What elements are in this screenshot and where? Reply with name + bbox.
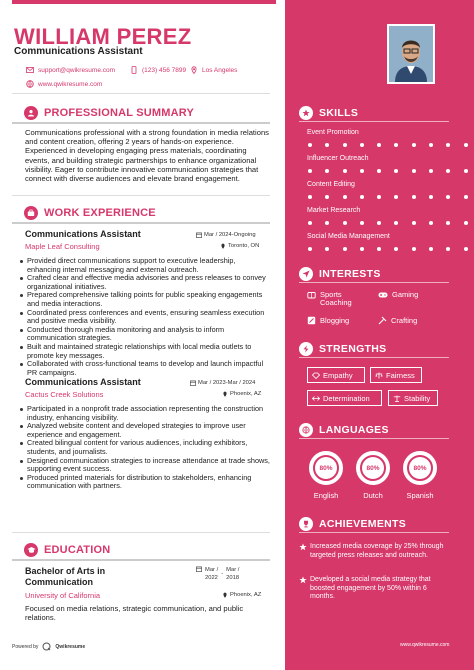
skill-dot [429,169,433,173]
achievements-heading: ACHIEVEMENTS [299,517,406,531]
calendar-icon [190,380,196,386]
send-icon [299,267,313,281]
avatar [389,26,433,82]
user-icon [24,106,38,120]
skill-dot [412,169,416,173]
skill-dot [360,143,364,147]
website-text: www.qwikresume.com [38,80,103,88]
job-2-bullets [19,405,271,491]
interests-heading: INTERESTS [299,267,381,281]
globe-icon [299,423,313,437]
skill-dot [412,247,416,251]
skill-label: Market Research [307,207,361,214]
skill-dot [377,221,381,225]
skill-rating-dots [308,247,468,251]
skill-dot [308,247,312,251]
trophy-icon [299,517,313,531]
language-name: Spanish [406,491,434,500]
interest-sports: Sports Coaching [307,291,367,307]
skill-dot [412,221,416,225]
skills-heading: SKILLS [299,106,358,120]
skill-dot [394,169,398,173]
pin-icon [222,391,228,397]
skill-dot [446,169,450,173]
skill-label: Influencer Outreach [307,155,369,162]
language-gauge: 80% [356,451,390,485]
skill-dot [308,195,312,199]
strength-tag: Stability [388,390,438,406]
achievements-underline [299,532,449,533]
skills-underline [299,121,449,122]
list-item: Designed communication strategies to increase attendance at trade shows, supporting event success. [19,457,271,474]
strength-tag: Determination [307,390,382,406]
interest-blogging: Blogging [307,316,349,325]
location-icon [190,66,198,74]
skill-dot [394,143,398,147]
achievement-bullet-icon [299,576,307,584]
sidebar [285,0,474,670]
scale-icon [375,372,383,379]
skill-dot [308,221,312,225]
email-contact[interactable] [26,66,115,74]
location-contact [190,66,237,74]
skill-label: Content Editing [307,181,355,188]
sports-icon [307,291,316,300]
skill-dot [343,221,347,225]
list-item: Conducted thorough media monitoring and analysis to inform communication strategies. [19,326,271,343]
balance-icon [393,395,401,402]
list-item: Participated in a nonprofit trade association representing the construction industry, enhancing visibility. [19,405,271,422]
skill-dot [446,247,450,251]
education-dates: Mar / 2022 - Mar / 2018 [196,566,239,582]
skill-dot [412,143,416,147]
skill-dot [446,195,450,199]
arrows-icon [312,395,320,402]
skill-dot [325,169,329,173]
handshake-icon [312,372,320,379]
website-contact[interactable] [26,80,102,88]
list-item: Crafted clear and effective media advisories and press releases to convey organizational initiatives. [19,274,271,291]
achievement-item: Increased media coverage by 25% through targeted press releases and outreach. [310,543,444,559]
skill-dot [377,143,381,147]
language-name: Dutch [363,491,383,500]
strength-tag: Fairness [370,367,422,383]
list-item: Collaborated with cross-functional teams to develop and launch impactful PR campaigns. [19,360,271,377]
skill-dot [377,195,381,199]
craft-icon [378,316,387,325]
achievement-item: Developed a social media strategy that boosted engagement by 50% within 6 months. [310,576,431,601]
skill-label: Event Promotion [307,129,359,136]
pin-icon [222,592,228,598]
languages-heading: LANGUAGES [299,423,389,437]
education-location: Phoenix, AZ [222,592,261,598]
briefcase-icon [24,206,38,220]
job-2-location: Phoenix, AZ [222,391,261,397]
phone-text: (123) 456 7899 [142,66,187,74]
education-underline [12,559,270,561]
skill-dot [464,247,468,251]
phone-contact[interactable] [130,66,186,74]
skill-dot [429,195,433,199]
list-item: Prepared comprehensive talking points for public speaking engagements and media interactions. [19,291,271,308]
list-item: Coordinated press conferences and events, ensuring seamless execution and positive media visibility. [19,309,271,326]
email-icon [26,66,34,74]
skill-dot [412,195,416,199]
job-1-bullets [19,257,271,377]
skill-rating-dots [308,195,468,199]
skill-dot [343,247,347,251]
footer-powered: Powered by Qwikresume [12,643,86,650]
bolt-icon [299,342,313,356]
skill-dot [325,247,329,251]
candidate-name: WILLIAM PEREZ [14,24,192,49]
job-1-dates: Mar / 2024-Ongoing [196,232,256,238]
qwikresume-logo-icon [42,642,51,651]
skill-dot [464,169,468,173]
experience-heading: WORK EXPERIENCE [24,206,156,220]
experience-divider [12,532,270,533]
language-name: English [313,491,339,500]
skill-label: Social Media Management [307,233,390,240]
skill-dot [343,169,347,173]
skill-dot [429,143,433,147]
skill-dot [394,195,398,199]
job-2-title: Communications Assistant [25,377,141,387]
skill-dot [446,143,450,147]
list-item: Analyzed website content and developed strategies to improve user experience and engagement. [19,422,271,439]
candidate-title: Communications Assistant [14,46,143,57]
experience-underline [12,222,270,224]
skill-dot [429,221,433,225]
calendar-icon [196,232,202,238]
skill-dot [360,247,364,251]
skill-dot [308,143,312,147]
skill-dot [360,195,364,199]
job-1-location: Toronto, ON [220,243,259,249]
header-divider [12,93,270,94]
interest-gaming: Gaming [378,291,418,299]
email-text: support@qwikresume.com [38,66,116,74]
list-item: Provided direct communications support to executive leadership, enhancing internal messaging and external outreach. [19,257,271,274]
job-1-company: Maple Leaf Consulting [25,242,100,251]
skill-dot [446,221,450,225]
skill-dot [343,143,347,147]
education-text: Focused on media relations, strategic communication, and public relations. [25,604,244,623]
location-text: Los Angeles [202,66,238,74]
school-name: University of California [25,591,101,600]
language-gauge: 80% [309,451,343,485]
calendar-icon [196,566,202,572]
skill-dot [394,247,398,251]
skill-rating-dots [308,221,468,225]
skill-dot [325,143,329,147]
strengths-underline [299,357,449,358]
gamepad-icon [378,291,388,299]
skill-dot [325,221,329,225]
list-item: Produced printed materials for distribution to stakeholders, enhancing communication with partners. [19,474,271,491]
skill-dot [394,221,398,225]
pin-icon [220,243,226,249]
skill-dot [377,247,381,251]
job-2-company: Cactus Creek Solutions [25,390,104,399]
strengths-heading: STRENGTHS [299,342,386,356]
summary-underline [12,122,270,124]
summary-heading: PROFESSIONAL SUMMARY [24,106,194,120]
list-item: Created bilingual content for various audiences, including exhibitors, students, and journalists. [19,439,271,456]
skill-dot [377,169,381,173]
skill-rating-dots [308,169,468,173]
skill-dot [429,247,433,251]
skill-dot [464,221,468,225]
profile-photo [387,24,435,84]
skill-dot [360,169,364,173]
languages-underline [299,438,449,439]
education-heading: EDUCATION [24,543,110,557]
strength-tag: Empathy [307,367,365,383]
skill-dot [464,143,468,147]
top-accent-stripe [12,0,276,4]
summary-divider [12,195,270,196]
skill-rating-dots [308,143,468,147]
star-icon [299,106,313,120]
interests-underline [299,282,449,283]
skill-dot [325,195,329,199]
footer-url[interactable]: www.qwikresume.com [400,642,450,648]
language-gauge: 80% [403,451,437,485]
job-1-title: Communications Assistant [25,229,141,239]
graduation-icon [24,543,38,557]
interest-crafting: Crafting [378,316,417,325]
skill-dot [464,195,468,199]
skill-dot [360,221,364,225]
blog-icon [307,316,316,325]
web-icon [26,80,34,88]
skill-dot [308,169,312,173]
summary-text: Communications professional with a strong foundation in media relations and content creation, offering 2 years of hands-on experience. Experienced in developing engaging press materials, coordinating events, and building strategic partnerships to enhance organizational visibility. Eager to contribute innovative communication strategies that connect with diverse audiences and elevate brand engagement. [25,128,269,184]
job-2-dates: Mar / 2023-Mar / 2024 [190,380,255,386]
list-item: Built and maintained strategic relationships with local media outlets to promote key messages. [19,343,271,360]
skill-dot [343,195,347,199]
achievement-bullet-icon [299,543,307,551]
phone-icon [130,66,138,74]
degree-title: Bachelor of Arts in Communication [25,566,106,587]
